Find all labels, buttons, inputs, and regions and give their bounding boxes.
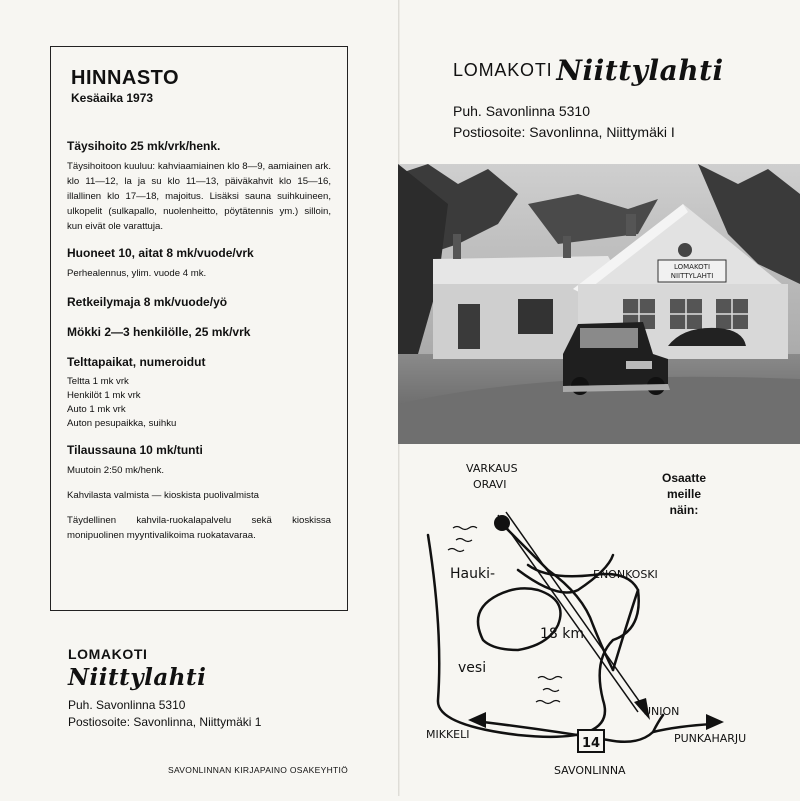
cafe-note: Kahvilasta valmista — kioskista puolivalmista <box>67 490 259 501</box>
directions-map <box>398 450 800 796</box>
label-oravi: ORAVI <box>473 478 507 491</box>
section-body: Muutoin 2:50 mk/henk. <box>67 465 165 476</box>
label-savonlinna: SAVONLINNA <box>554 764 626 777</box>
east-arrow <box>706 714 724 730</box>
section-heading: Huoneet 10, aitat 8 mk/vuode/vrk <box>67 246 254 260</box>
route-arrow-line2 <box>506 512 644 708</box>
left-phone: Puh. Savonlinna 5310 <box>68 698 186 712</box>
label-punkaharju: PUNKAHARJU <box>674 732 747 745</box>
label-mikkeli: MIKKELI <box>426 728 470 741</box>
label-varkaus: VARKAUS <box>466 462 518 475</box>
section-rooms <box>67 246 331 281</box>
left-brand-block <box>68 646 261 731</box>
section-hostel <box>67 295 331 309</box>
directions-caption <box>662 470 706 518</box>
main-road-west <box>483 715 663 742</box>
section-heading: Tilaussauna 10 mk/tunti <box>67 443 203 457</box>
label-enonkoski: ENONKOSKI <box>593 568 658 581</box>
right-brand-heading <box>453 54 724 87</box>
start-dot <box>494 515 510 531</box>
right-contact <box>453 101 675 143</box>
section-heading: Retkeilymaja 8 mk/vuode/yö <box>67 295 228 309</box>
section-body: Perhealennus, ylim. vuode 4 mk. <box>67 268 207 279</box>
route-arrow-line <box>498 515 638 712</box>
label-distance: 18 km <box>540 626 585 642</box>
price-list-box <box>50 46 348 611</box>
right-brand-label: LOMAKOTI <box>453 60 553 80</box>
price-list-subtitle: Kesäaika 1973 <box>71 91 154 105</box>
building-photo <box>398 164 800 444</box>
directions-line: meille <box>667 487 702 501</box>
right-address: Postiosoite: Savonlinna, Niittymäki I <box>453 124 675 140</box>
printer-credit: SAVONLINNAN KIRJAPAINO OSAKEYHTIÖ <box>168 765 349 775</box>
tent-line: Auto 1 mk vrk <box>67 404 126 415</box>
tent-line: Teltta 1 mk vrk <box>67 376 129 387</box>
main-road-east <box>653 724 713 732</box>
section-sauna <box>67 443 331 478</box>
map-drawing <box>398 450 800 796</box>
tent-line: Henkilöt 1 mk vrk <box>67 390 141 401</box>
tent-line: Auton pesupaikka, suihku <box>67 418 177 429</box>
left-address: Postiosoite: Savonlinna, Niittymäki 1 <box>68 715 262 729</box>
directions-line: Osaatte <box>662 471 707 485</box>
right-phone: Puh. Savonlinna 5310 <box>453 103 590 119</box>
photo-sign-line2: NIITTYLAHTI <box>670 272 714 280</box>
service-note: Täydellinen kahvila-ruokalapalvelu sekä kioskissa monipuolinen myyntivalikoima ruokatavaraa. <box>67 515 331 541</box>
price-list-title: HINNASTO <box>71 67 180 89</box>
section-cottage <box>67 325 331 339</box>
label-hauki: Hauki- <box>450 566 496 582</box>
building-photo-image <box>398 164 800 444</box>
label-vesi: vesi <box>458 660 487 676</box>
section-full-board <box>67 139 331 234</box>
directions-line: näin: <box>669 503 699 517</box>
section-heading: Telttapaikat, numeroidut <box>67 355 206 369</box>
section-heading: Täysihoito 25 mk/vrk/henk. <box>67 139 221 153</box>
left-brand-name: Niittylahti <box>68 664 207 691</box>
label-union: UNION <box>643 705 680 718</box>
photo-sign-line1: LOMAKOTI <box>673 263 711 271</box>
right-brand-name: Niittylahti <box>556 54 724 87</box>
left-brand-label: LOMAKOTI <box>68 646 148 662</box>
section-tents <box>67 355 331 431</box>
section-body: Täysihoitoon kuuluu: kahviaamiainen klo 8—9, aamiainen ark. klo 11—12, la ja su klo 11—13, päiväkahvit klo 15—16, illallinen klo 17—18, majoitus. Lisäksi sauna suihkuineen, ulkopelit (sulkapallo, nuolenheitto, pöytätennis ym.) silloin, kun eivät ole varattuja. <box>67 161 331 232</box>
section-heading: Mökki 2—3 henkilölle, 25 mk/vrk <box>67 325 251 339</box>
road-number: 14 <box>581 736 601 751</box>
